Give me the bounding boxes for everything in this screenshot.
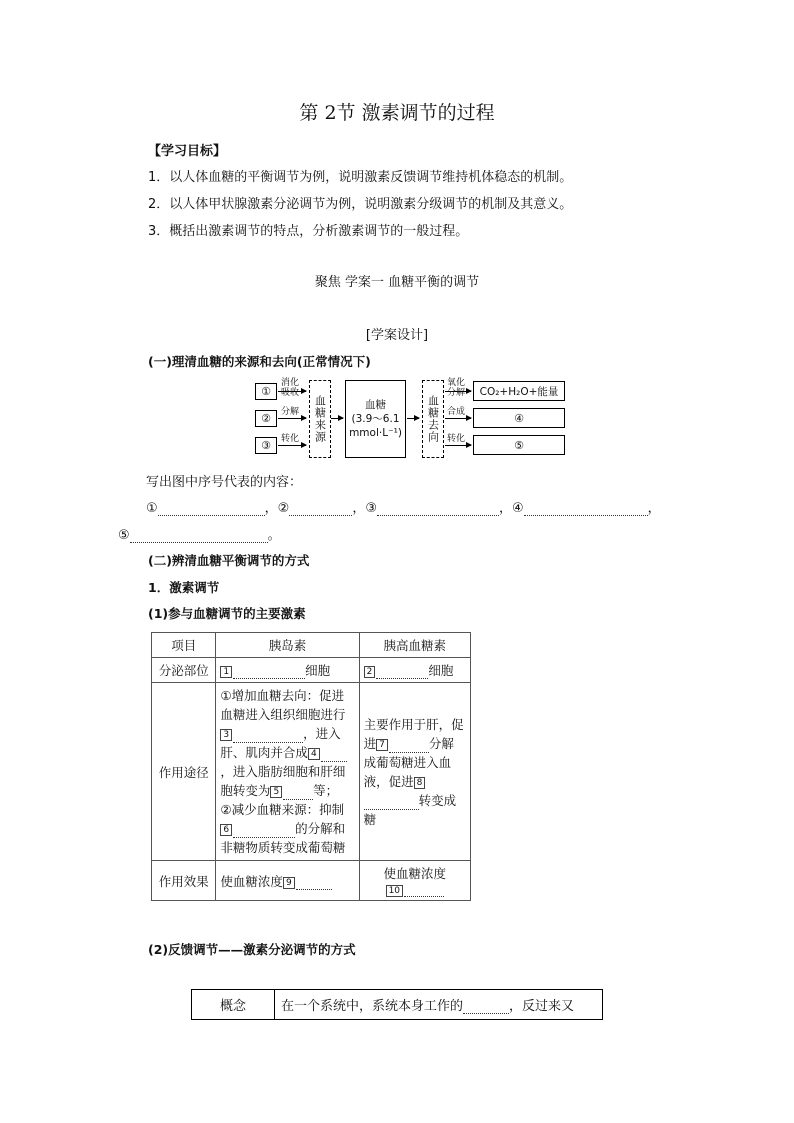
cell-text: 分解成葡萄糖进入血液，促进: [363, 735, 454, 789]
answer-number: 6: [220, 824, 232, 836]
fill-row: [118, 524, 281, 543]
table-row: [152, 861, 471, 901]
sub1a-title: (1)参与血糖调节的主要激素: [148, 606, 306, 621]
arrow: [445, 418, 471, 419]
mark: ⑤: [118, 528, 130, 543]
answer-number: 5: [270, 786, 282, 798]
answer-blank[interactable]: [296, 889, 332, 890]
table-row: [192, 990, 603, 1020]
center-unit: mmol·L⁻¹): [349, 427, 402, 439]
table-cell: [216, 683, 359, 861]
mark: ①: [146, 501, 158, 516]
source-box-3: ③: [255, 437, 277, 454]
table-row: [152, 633, 471, 658]
table-cell: [216, 861, 359, 901]
arrow-label: 分解: [281, 407, 300, 417]
mark: 。: [267, 528, 281, 543]
answer-blank[interactable]: [389, 752, 429, 753]
answer-blank[interactable]: [233, 742, 303, 743]
dest-label-box: 血糖去向: [422, 380, 444, 458]
answer-blank[interactable]: [233, 837, 295, 838]
table-row: [152, 658, 471, 683]
concept-cell: [275, 990, 603, 1020]
answer-blank[interactable]: [463, 1013, 509, 1014]
arrow-label: 合成: [447, 407, 466, 417]
dest-box-3: ⑤: [473, 435, 565, 455]
sub2-title: (2)反馈调节——激素分泌调节的方式: [148, 942, 356, 957]
row-label: 作用途径: [152, 683, 216, 861]
table-header: 胰高血糖素: [359, 633, 470, 658]
row-label: 分泌部位: [152, 658, 216, 683]
part2-title: (二)辨清血糖平衡调节的方式: [148, 553, 310, 568]
mark: ，④: [498, 501, 524, 516]
fill-prompt: 写出图中序号代表的内容：: [146, 475, 303, 490]
source-label-box: 血糖来源: [309, 380, 331, 458]
table-cell: [359, 861, 470, 901]
answer-blank[interactable]: [283, 799, 313, 800]
concept-tail: ，反过来又: [509, 999, 575, 1014]
cell-text: ②减少血糖来源：抑制: [220, 802, 345, 817]
center-title: 血糖: [365, 399, 386, 411]
source-box-2: ②: [255, 410, 277, 427]
fill-row: [146, 497, 661, 516]
blank-2[interactable]: [289, 501, 352, 516]
arrow: [278, 445, 306, 446]
sub1-title: 1．激素调节: [148, 580, 220, 595]
hormone-table: [151, 632, 471, 901]
table-cell: [359, 658, 470, 683]
answer-blank[interactable]: [321, 761, 347, 762]
answer-number: 7: [376, 739, 388, 751]
blank-3[interactable]: [377, 501, 499, 516]
cell-text: 使血糖浓度: [383, 866, 447, 881]
goal-item: 1．以人体血糖的平衡调节为例，说明激素反馈调节维持机体稳态的机制。: [148, 170, 573, 185]
blank-4[interactable]: [524, 501, 648, 516]
answer-blank[interactable]: [404, 896, 444, 897]
goal-item: 2．以人体甲状腺激素分泌调节为例，说明激素分级调节的机制及其意义。: [148, 197, 573, 212]
cell-text: 细胞: [428, 663, 454, 678]
mark: ，: [647, 501, 661, 516]
arrow-label: 氧化分解: [447, 378, 466, 398]
concept-table: [191, 989, 603, 1020]
blank-1[interactable]: [158, 501, 265, 516]
answer-number: 1: [220, 666, 232, 678]
arrow: [445, 445, 471, 446]
answer-blank[interactable]: [376, 678, 428, 679]
center-range: (3.9～6.1: [351, 413, 400, 425]
arrow: [278, 418, 306, 419]
answer-blank[interactable]: [233, 678, 305, 679]
cell-text: 转变成糖: [363, 792, 457, 827]
arrow-label: 消化吸收: [281, 378, 300, 398]
dest-box-2: ④: [473, 408, 565, 428]
goals-heading: 【学习目标】: [148, 144, 227, 159]
goal-item: 3．概括出激素调节的特点，分析激素调节的一般过程。: [148, 224, 469, 239]
answer-blank[interactable]: [364, 809, 419, 810]
cell-text: 使血糖浓度: [220, 873, 283, 889]
table-row: [152, 683, 471, 861]
answer-number: 9: [283, 877, 295, 889]
concept-text: 在一个系统中，系统本身工作的: [281, 999, 464, 1014]
section-title: 聚焦 学案一 血糖平衡的调节: [314, 275, 480, 290]
concept-label: 概念: [192, 990, 275, 1020]
answer-number: 3: [220, 729, 232, 741]
cell-text: ，进入肝、肌肉并合成: [220, 726, 341, 760]
blank-5[interactable]: [130, 528, 268, 543]
mark: ，③: [352, 501, 377, 516]
blood-sugar-box: [345, 380, 406, 458]
arrow: [407, 418, 419, 419]
cell-text: ，进入脂肪细胞和肝细胞转变为: [220, 764, 346, 798]
dest-box-1: CO₂+H₂O+能量: [473, 381, 565, 401]
arrow-label: 转化: [447, 434, 466, 444]
table-header: 项目: [152, 633, 216, 658]
arrow: [331, 418, 343, 419]
row-label: 作用效果: [152, 861, 216, 901]
cell-text: 主要作用于肝，促进: [363, 716, 464, 751]
answer-number: 10: [386, 885, 403, 897]
part1-title: (一)理清血糖的来源和去向(正常情况下): [148, 354, 371, 369]
table-cell: [216, 658, 359, 683]
answer-number: 4: [308, 748, 320, 760]
table-cell: [359, 683, 470, 861]
answer-number: 2: [364, 666, 376, 678]
cell-text: 等；: [313, 783, 339, 798]
page-title: 第 2节 激素调节的过程: [299, 102, 495, 124]
design-label: [学案设计]: [365, 328, 429, 343]
cell-text: 的分解和非糖物质转变成葡萄糖: [220, 821, 346, 855]
cell-text: ①增加血糖去向：促进血糖进入组织细胞进行: [220, 688, 346, 722]
blood-sugar-diagram: [254, 378, 570, 460]
cell-text: 细胞: [305, 663, 331, 678]
source-box-1: ①: [255, 383, 277, 400]
table-header: 胰岛素: [216, 633, 359, 658]
answer-number: 8: [414, 777, 426, 789]
mark: ，②: [264, 501, 290, 516]
arrow-label: 转化: [281, 434, 300, 444]
